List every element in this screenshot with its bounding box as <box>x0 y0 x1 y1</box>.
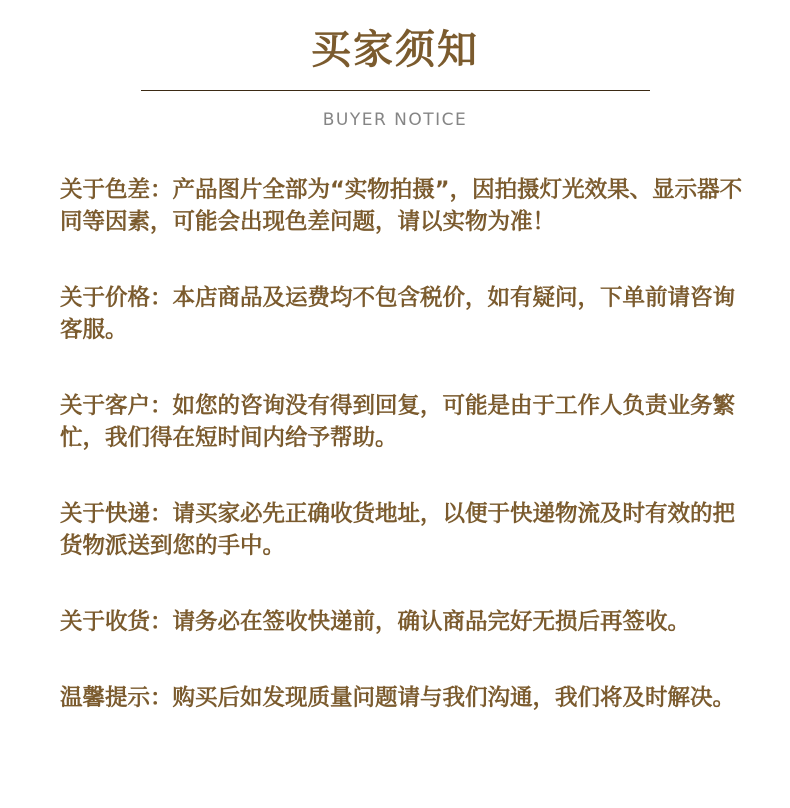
page-title: 买家须知 <box>311 27 479 73</box>
title-divider <box>141 90 650 91</box>
notice-customer-service: 关于客户：如您的咨询没有得到回复，可能是由于工作人负责业务繁忙，我们得在短时间内给予帮助。 <box>60 393 736 451</box>
notice-list <box>60 174 755 758</box>
notice-tips: 温馨提示：购买后如发现质量问题请与我们沟通，我们将及时解决。 <box>60 685 736 711</box>
notice-color-difference: 关于色差：产品图片全部为“实物拍摄”，因拍摄灯光效果、显示器不同等因素，可能会出现色差问题，请以实物为准！ <box>60 177 743 235</box>
page-subtitle: BUYER NOTICE <box>322 110 468 130</box>
notice-delivery: 关于快递：请买家必先正确收货地址，以便于快递物流及时有效的把货物派送到您的手中。 <box>60 501 736 559</box>
notice-receiving: 关于收货：请务必在签收快递前，确认商品完好无损后再签收。 <box>60 609 691 635</box>
notice-price: 关于价格：本店商品及运费均不包含税价，如有疑问，下单前请咨询客服。 <box>60 285 736 343</box>
